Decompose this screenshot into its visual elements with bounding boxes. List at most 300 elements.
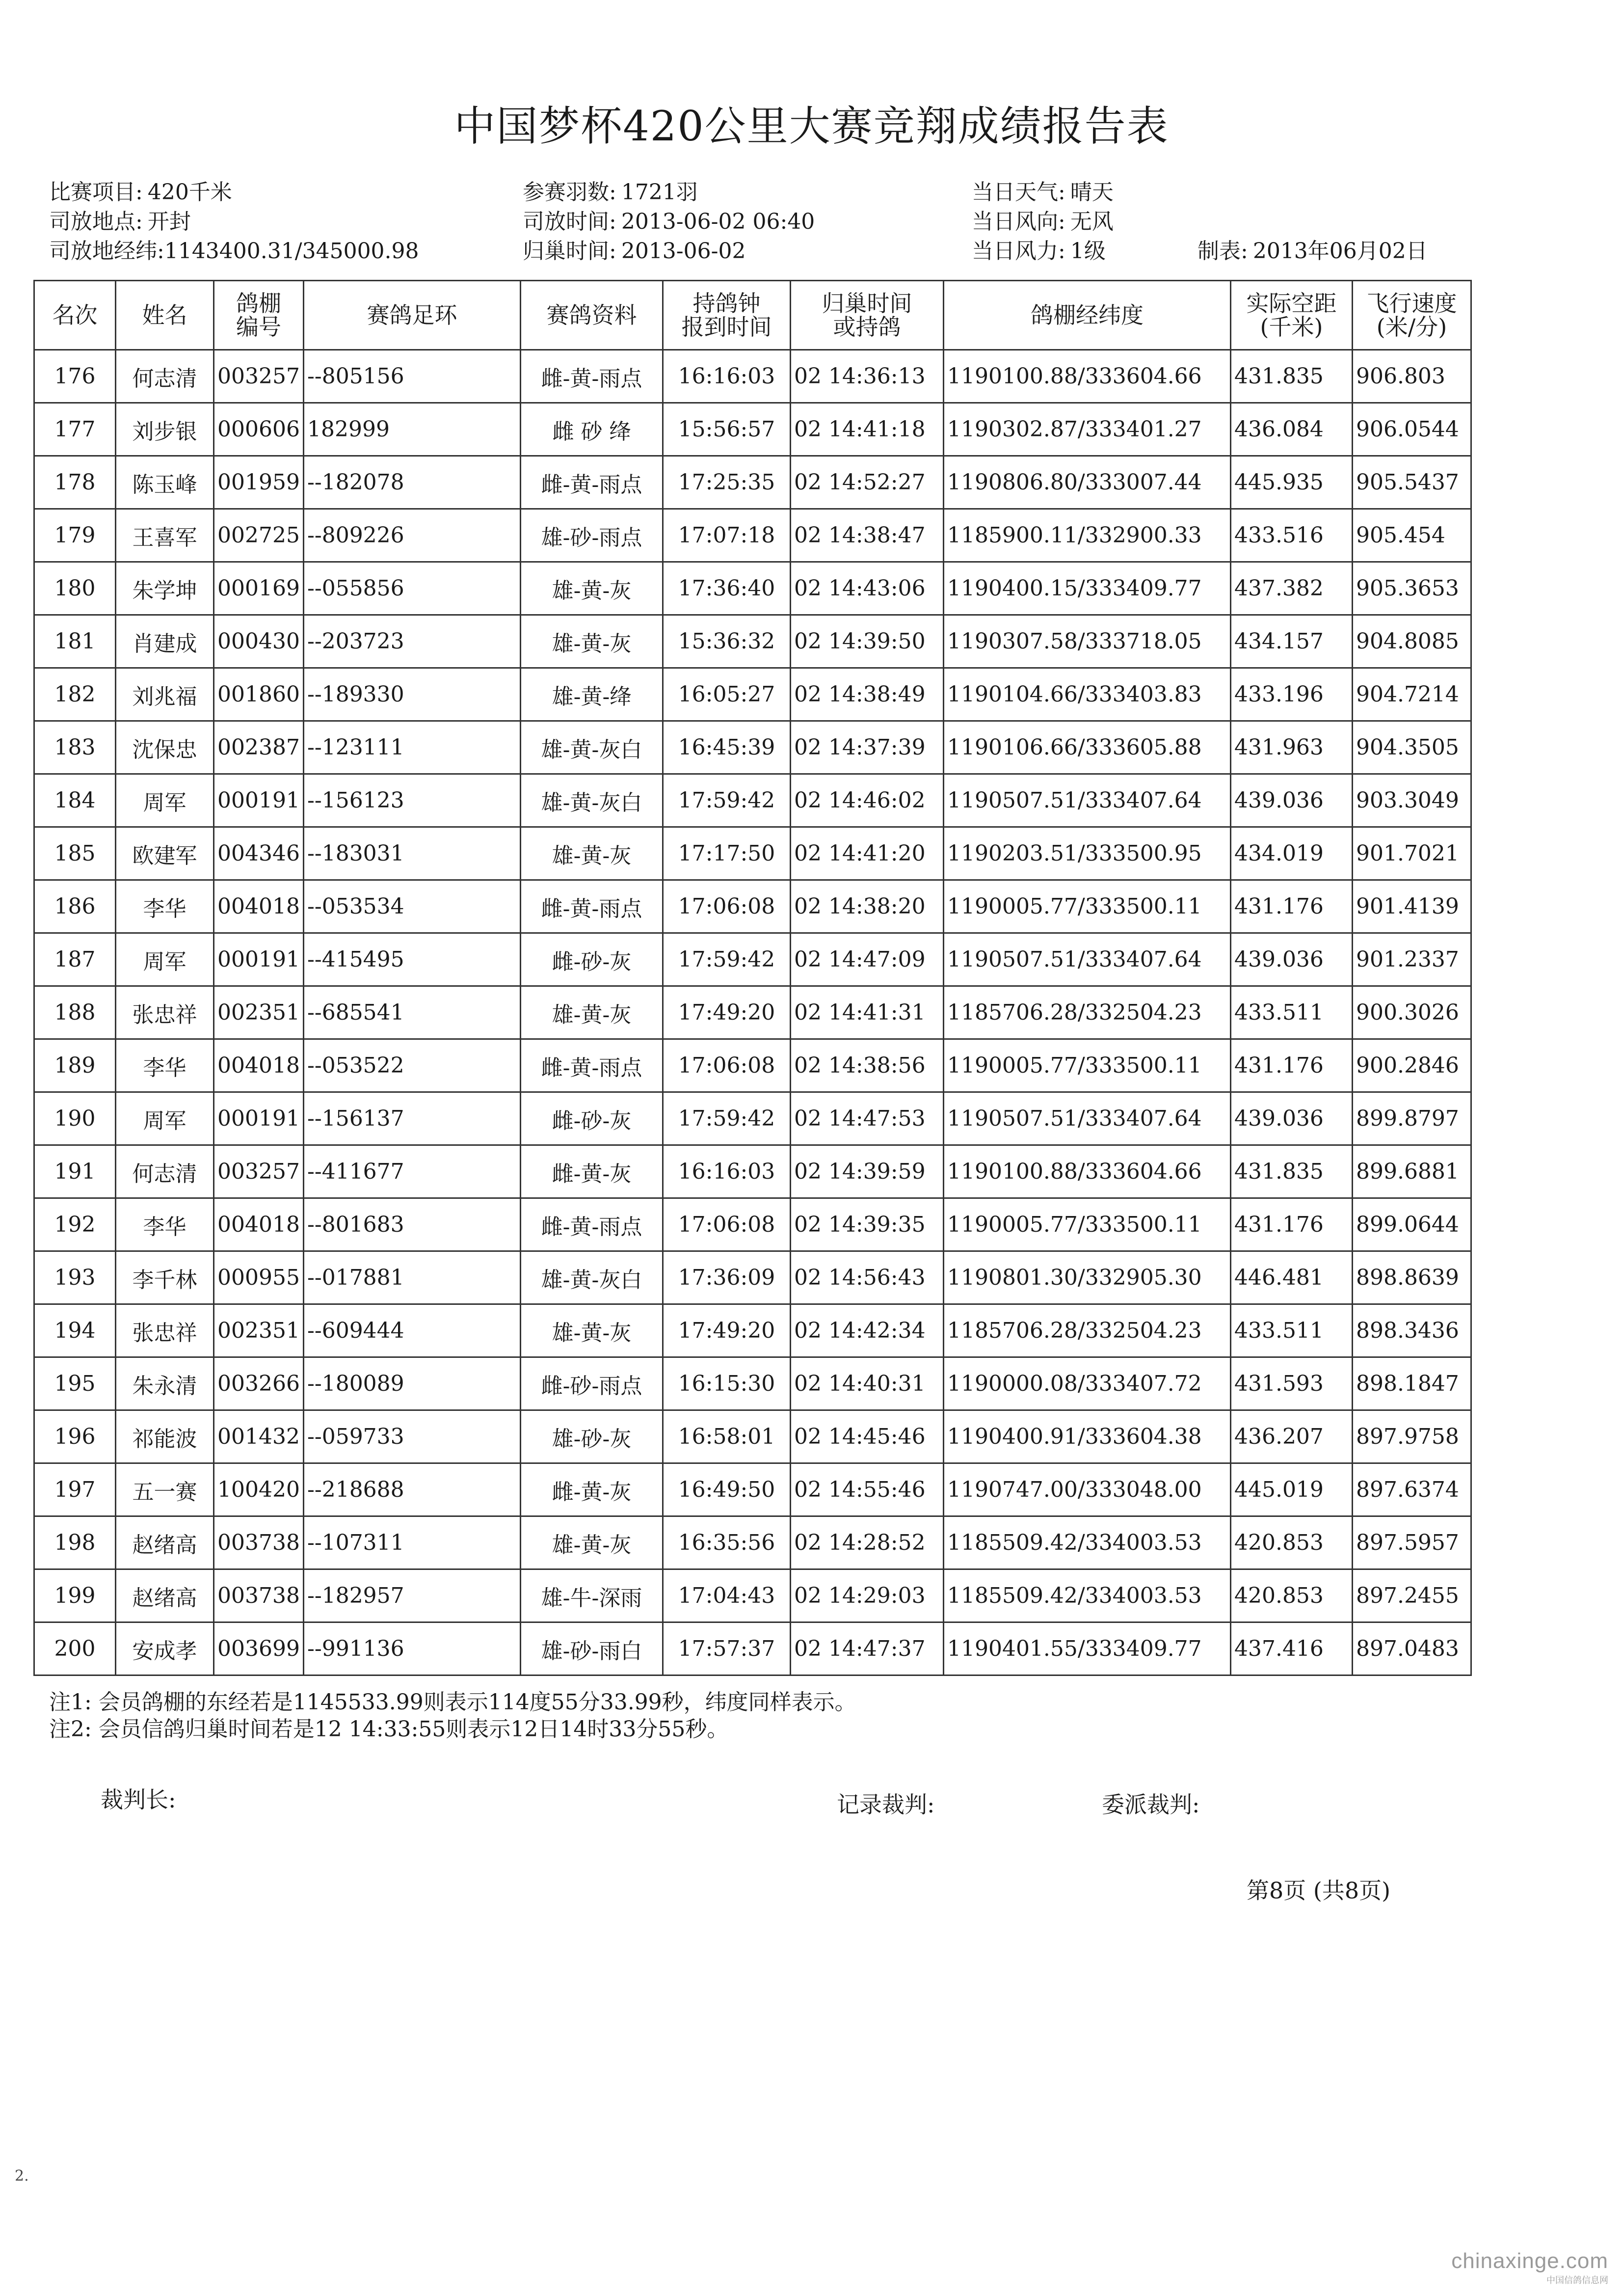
cell-loft-id: 002351 [214, 986, 304, 1039]
cell-coords: 1190302.87/333401.27 [943, 403, 1230, 456]
cell-name: 祁能波 [116, 1410, 214, 1463]
header-return-time: 归巢时间 或持鸽 [790, 281, 943, 350]
cell-loft-id: 000430 [214, 615, 304, 668]
cell-clock-time: 16:35:56 [663, 1516, 790, 1569]
cell-name: 张忠祥 [116, 986, 214, 1039]
header-coords: 鸽棚经纬度 [943, 281, 1230, 350]
cell-return-time: 02 14:41:20 [790, 827, 943, 880]
header-clock-time: 持鸽钟 报到时间 [663, 281, 790, 350]
table-row [34, 1516, 1471, 1569]
wind-direction-value: 无风 [1070, 209, 1114, 234]
cell-pigeon-info: 雄-砂-雨白 [520, 1622, 663, 1675]
cell-loft-id: 000606 [214, 403, 304, 456]
cell-ring: --107311 [303, 1516, 520, 1569]
cell-rank: 187 [34, 933, 116, 986]
cell-coords: 1190000.08/333407.72 [943, 1357, 1230, 1410]
cell-speed: 901.4139 [1352, 880, 1471, 933]
cell-speed: 904.7214 [1352, 668, 1471, 721]
cell-loft-id: 000955 [214, 1251, 304, 1304]
cell-name: 王喜军 [116, 509, 214, 562]
wind-force-info [972, 241, 1106, 262]
cell-name: 何志清 [116, 1145, 214, 1198]
cell-clock-time: 15:36:32 [663, 615, 790, 668]
header-distance: 实际空距 (千米) [1230, 281, 1352, 350]
cell-loft-id: 001860 [214, 668, 304, 721]
cell-loft-id: 001432 [214, 1410, 304, 1463]
results-body [34, 350, 1471, 1675]
cell-pigeon-info: 雄-黄-灰 [520, 1516, 663, 1569]
header-loft-id: 鸽棚 编号 [214, 281, 304, 350]
cell-loft-id: 004346 [214, 827, 304, 880]
cell-name: 周军 [116, 774, 214, 827]
weather-label: 当日天气: [972, 180, 1065, 205]
cell-speed: 905.454 [1352, 509, 1471, 562]
cell-name: 刘步银 [116, 403, 214, 456]
cell-name: 何志清 [116, 350, 214, 403]
cell-speed: 903.3049 [1352, 774, 1471, 827]
cell-return-time: 02 14:47:37 [790, 1622, 943, 1675]
cell-clock-time: 17:59:42 [663, 933, 790, 986]
cell-coords: 1185900.11/332900.33 [943, 509, 1230, 562]
cell-ring: --156137 [303, 1092, 520, 1145]
weather-value: 晴天 [1070, 180, 1114, 205]
cell-ring: --991136 [303, 1622, 520, 1675]
cell-rank: 194 [34, 1304, 116, 1357]
cell-distance: 431.176 [1230, 1039, 1352, 1092]
cell-pigeon-info: 雄-黄-灰 [520, 827, 663, 880]
cell-loft-id: 000191 [214, 933, 304, 986]
cell-return-time: 02 14:39:59 [790, 1145, 943, 1198]
cell-coords: 1190401.55/333409.77 [943, 1622, 1230, 1675]
note-2: 注2: 会员信鸽归巢时间若是12 14:33:55则表示12日14时33分55秒。 [49, 1717, 729, 1742]
cell-rank: 199 [34, 1569, 116, 1622]
cell-clock-time: 17:36:09 [663, 1251, 790, 1304]
cell-clock-time: 17:25:35 [663, 456, 790, 509]
cell-ring: --156123 [303, 774, 520, 827]
cell-speed: 897.9758 [1352, 1410, 1471, 1463]
cell-clock-time: 17:06:08 [663, 1198, 790, 1251]
cell-coords: 1190100.88/333604.66 [943, 350, 1230, 403]
header-rank: 名次 [34, 281, 116, 350]
count-value: 1721羽 [621, 180, 698, 205]
cell-pigeon-info: 雌-黄-雨点 [520, 350, 663, 403]
cell-return-time: 02 14:36:13 [790, 350, 943, 403]
cell-name: 周军 [116, 933, 214, 986]
cell-distance: 431.593 [1230, 1357, 1352, 1410]
cell-name: 朱学坤 [116, 562, 214, 615]
cell-speed: 897.2455 [1352, 1569, 1471, 1622]
cell-distance: 436.207 [1230, 1410, 1352, 1463]
cell-ring: --809226 [303, 509, 520, 562]
cell-rank: 183 [34, 721, 116, 774]
cell-loft-id: 003266 [214, 1357, 304, 1410]
cell-name: 肖建成 [116, 615, 214, 668]
cell-return-time: 02 14:39:35 [790, 1198, 943, 1251]
cell-clock-time: 16:58:01 [663, 1410, 790, 1463]
cell-name: 李华 [116, 1039, 214, 1092]
cell-coords: 1190747.00/333048.00 [943, 1463, 1230, 1516]
cell-pigeon-info: 雌-砂-雨点 [520, 1357, 663, 1410]
cell-pigeon-info: 雌-黄-灰 [520, 1463, 663, 1516]
wind-force-label: 当日风力: [972, 239, 1065, 264]
cell-rank: 184 [34, 774, 116, 827]
cell-pigeon-info: 雄-黄-绛 [520, 668, 663, 721]
table-row [34, 1463, 1471, 1516]
cell-rank: 176 [34, 350, 116, 403]
release-coords-label: 司放地经纬: [49, 239, 164, 264]
cell-pigeon-info: 雌-黄-灰 [520, 1145, 663, 1198]
cell-return-time: 02 14:29:03 [790, 1569, 943, 1622]
cell-pigeon-info: 雄-黄-灰白 [520, 774, 663, 827]
cell-return-time: 02 14:55:46 [790, 1463, 943, 1516]
cell-speed: 905.5437 [1352, 456, 1471, 509]
table-row [34, 350, 1471, 403]
cell-coords: 1190307.58/333718.05 [943, 615, 1230, 668]
cell-distance: 433.196 [1230, 668, 1352, 721]
cell-clock-time: 16:16:03 [663, 1145, 790, 1198]
cell-pigeon-info: 雌 砂 绛 [520, 403, 663, 456]
cell-speed: 904.3505 [1352, 721, 1471, 774]
cell-loft-id: 000191 [214, 774, 304, 827]
header-speed: 飞行速度 (米/分) [1352, 281, 1471, 350]
cell-pigeon-info: 雌-黄-雨点 [520, 880, 663, 933]
cell-coords: 1190005.77/333500.11 [943, 880, 1230, 933]
cell-clock-time: 17:59:42 [663, 1092, 790, 1145]
cell-return-time: 02 14:38:56 [790, 1039, 943, 1092]
cell-loft-id: 003738 [214, 1569, 304, 1622]
cell-distance: 436.084 [1230, 403, 1352, 456]
cell-coords: 1190507.51/333407.64 [943, 774, 1230, 827]
cell-coords: 1190106.66/333605.88 [943, 721, 1230, 774]
cell-pigeon-info: 雌-黄-雨点 [520, 1039, 663, 1092]
results-table [33, 280, 1472, 1676]
cell-speed: 899.6881 [1352, 1145, 1471, 1198]
cell-clock-time: 16:15:30 [663, 1357, 790, 1410]
cell-return-time: 02 14:37:39 [790, 721, 943, 774]
table-header-row [34, 281, 1471, 350]
cell-rank: 191 [34, 1145, 116, 1198]
cell-coords: 1190104.66/333403.83 [943, 668, 1230, 721]
cell-distance: 439.036 [1230, 774, 1352, 827]
cell-clock-time: 16:49:50 [663, 1463, 790, 1516]
cell-pigeon-info: 雌-黄-雨点 [520, 1198, 663, 1251]
cell-coords: 1190806.80/333007.44 [943, 456, 1230, 509]
cell-return-time: 02 14:52:27 [790, 456, 943, 509]
cell-clock-time: 17:59:42 [663, 774, 790, 827]
cell-return-time: 02 14:45:46 [790, 1410, 943, 1463]
cell-speed: 901.7021 [1352, 827, 1471, 880]
notes [49, 1689, 856, 1743]
cell-rank: 185 [34, 827, 116, 880]
cell-speed: 898.8639 [1352, 1251, 1471, 1304]
cell-coords: 1190400.15/333409.77 [943, 562, 1230, 615]
cell-ring: --059733 [303, 1410, 520, 1463]
return-value: 2013-06-02 [621, 239, 746, 264]
table-row [34, 1569, 1471, 1622]
cell-speed: 900.3026 [1352, 986, 1471, 1039]
cell-coords: 1190005.77/333500.11 [943, 1039, 1230, 1092]
cell-loft-id: 000169 [214, 562, 304, 615]
cell-clock-time: 16:45:39 [663, 721, 790, 774]
cell-return-time: 02 14:56:43 [790, 1251, 943, 1304]
cell-name: 李千林 [116, 1251, 214, 1304]
cell-name: 朱永清 [116, 1357, 214, 1410]
page-number: 第8页 (共8页) [1247, 1877, 1391, 1904]
return-info [523, 241, 746, 262]
corner-mark: 2. [15, 2167, 29, 2185]
cell-pigeon-info: 雄-黄-灰白 [520, 1251, 663, 1304]
cell-coords: 1185509.42/334003.53 [943, 1569, 1230, 1622]
cell-name: 安成孝 [116, 1622, 214, 1675]
cell-return-time: 02 14:47:53 [790, 1092, 943, 1145]
cell-distance: 437.382 [1230, 562, 1352, 615]
cell-ring: --411677 [303, 1145, 520, 1198]
cell-rank: 179 [34, 509, 116, 562]
cell-distance: 445.935 [1230, 456, 1352, 509]
cell-rank: 193 [34, 1251, 116, 1304]
cell-ring: --055856 [303, 562, 520, 615]
table-row [34, 880, 1471, 933]
wind-force-value: 1级 [1070, 239, 1106, 264]
cell-ring: --180089 [303, 1357, 520, 1410]
cell-pigeon-info: 雌-黄-雨点 [520, 456, 663, 509]
delegate-judge-label: 委派裁判: [1102, 1791, 1200, 1818]
cell-ring: --182078 [303, 456, 520, 509]
release-place-value: 开封 [147, 209, 191, 234]
cell-distance: 431.963 [1230, 721, 1352, 774]
cell-return-time: 02 14:39:50 [790, 615, 943, 668]
cell-rank: 192 [34, 1198, 116, 1251]
cell-distance: 439.036 [1230, 933, 1352, 986]
cell-loft-id: 100420 [214, 1463, 304, 1516]
cell-return-time: 02 14:28:52 [790, 1516, 943, 1569]
cell-clock-time: 17:04:43 [663, 1569, 790, 1622]
cell-pigeon-info: 雄-黄-灰白 [520, 721, 663, 774]
cell-loft-id: 000191 [214, 1092, 304, 1145]
table-row [34, 403, 1471, 456]
cell-speed: 899.0644 [1352, 1198, 1471, 1251]
cell-name: 刘兆福 [116, 668, 214, 721]
table-row [34, 1145, 1471, 1198]
made-value: 2013年06月02日 [1252, 239, 1428, 264]
cell-rank: 188 [34, 986, 116, 1039]
release-coords-info [49, 241, 419, 262]
note-1: 注1: 会员鸽棚的东经若是1145533.99则表示114度55分33.99秒，纬度同样表示。 [49, 1690, 856, 1715]
cell-return-time: 02 14:46:02 [790, 774, 943, 827]
chief-judge-label: 裁判长: [101, 1786, 176, 1813]
cell-coords: 1185706.28/332504.23 [943, 986, 1230, 1039]
cell-loft-id: 003257 [214, 350, 304, 403]
cell-return-time: 02 14:38:20 [790, 880, 943, 933]
cell-return-time: 02 14:43:06 [790, 562, 943, 615]
cell-name: 陈玉峰 [116, 456, 214, 509]
cell-speed: 897.0483 [1352, 1622, 1471, 1675]
count-label: 参赛羽数: [523, 180, 616, 205]
table-row [34, 933, 1471, 986]
cell-ring: --203723 [303, 615, 520, 668]
cell-clock-time: 17:49:20 [663, 986, 790, 1039]
cell-clock-time: 16:16:03 [663, 350, 790, 403]
report-title: 中国梦杯420公里大赛竞翔成绩报告表 [454, 102, 1169, 150]
cell-ring: --053522 [303, 1039, 520, 1092]
cell-pigeon-info: 雄-牛-深雨 [520, 1569, 663, 1622]
event-info [49, 182, 232, 203]
cell-rank: 177 [34, 403, 116, 456]
cell-rank: 186 [34, 880, 116, 933]
watermark-line-1: chinaxinge.com [1451, 2249, 1608, 2273]
table-row [34, 1410, 1471, 1463]
cell-coords: 1190507.51/333407.64 [943, 1092, 1230, 1145]
cell-name: 欧建军 [116, 827, 214, 880]
cell-distance: 445.019 [1230, 1463, 1352, 1516]
release-time-info [523, 211, 815, 233]
table-row [34, 721, 1471, 774]
cell-clock-time: 17:17:50 [663, 827, 790, 880]
site-watermark [1451, 2249, 1608, 2286]
weather-info [972, 182, 1114, 203]
cell-name: 赵绪高 [116, 1516, 214, 1569]
cell-clock-time: 17:07:18 [663, 509, 790, 562]
cell-name: 赵绪高 [116, 1569, 214, 1622]
cell-clock-time: 15:56:57 [663, 403, 790, 456]
cell-pigeon-info: 雄-黄-灰 [520, 986, 663, 1039]
table-row [34, 1251, 1471, 1304]
cell-loft-id: 001959 [214, 456, 304, 509]
wind-direction-label: 当日风向: [972, 209, 1065, 234]
table-row [34, 1092, 1471, 1145]
cell-pigeon-info: 雄-黄-灰 [520, 562, 663, 615]
cell-clock-time: 17:57:37 [663, 1622, 790, 1675]
cell-ring: --415495 [303, 933, 520, 986]
table-row [34, 456, 1471, 509]
table-row [34, 1304, 1471, 1357]
cell-rank: 197 [34, 1463, 116, 1516]
cell-ring: --123111 [303, 721, 520, 774]
cell-ring: --182957 [303, 1569, 520, 1622]
cell-name: 李华 [116, 1198, 214, 1251]
cell-distance: 439.036 [1230, 1092, 1352, 1145]
cell-rank: 190 [34, 1092, 116, 1145]
cell-speed: 901.2337 [1352, 933, 1471, 986]
cell-loft-id: 002351 [214, 1304, 304, 1357]
cell-ring: --801683 [303, 1198, 520, 1251]
wind-direction-info [972, 211, 1114, 233]
cell-ring: --805156 [303, 350, 520, 403]
cell-clock-time: 17:06:08 [663, 1039, 790, 1092]
recorder-judge-label: 记录裁判: [837, 1791, 935, 1818]
cell-speed: 906.803 [1352, 350, 1471, 403]
cell-speed: 897.5957 [1352, 1516, 1471, 1569]
cell-return-time: 02 14:41:31 [790, 986, 943, 1039]
made-info [1197, 241, 1428, 262]
cell-distance: 431.176 [1230, 880, 1352, 933]
cell-rank: 200 [34, 1622, 116, 1675]
cell-loft-id: 003738 [214, 1516, 304, 1569]
cell-speed: 900.2846 [1352, 1039, 1471, 1092]
cell-distance: 433.516 [1230, 509, 1352, 562]
cell-coords: 1190400.91/333604.38 [943, 1410, 1230, 1463]
cell-clock-time: 17:36:40 [663, 562, 790, 615]
cell-coords: 1190005.77/333500.11 [943, 1198, 1230, 1251]
cell-distance: 446.481 [1230, 1251, 1352, 1304]
cell-speed: 899.8797 [1352, 1092, 1471, 1145]
cell-speed: 905.3653 [1352, 562, 1471, 615]
cell-loft-id: 003257 [214, 1145, 304, 1198]
cell-speed: 897.6374 [1352, 1463, 1471, 1516]
cell-pigeon-info: 雌-砂-灰 [520, 1092, 663, 1145]
event-label: 比赛项目: [49, 180, 143, 205]
cell-distance: 434.019 [1230, 827, 1352, 880]
cell-coords: 1190801.30/332905.30 [943, 1251, 1230, 1304]
cell-loft-id: 003699 [214, 1622, 304, 1675]
table-row [34, 1039, 1471, 1092]
cell-ring: --218688 [303, 1463, 520, 1516]
cell-coords: 1190100.88/333604.66 [943, 1145, 1230, 1198]
cell-return-time: 02 14:38:47 [790, 509, 943, 562]
cell-rank: 189 [34, 1039, 116, 1092]
table-row [34, 668, 1471, 721]
cell-distance: 431.835 [1230, 1145, 1352, 1198]
header-pigeon-info: 赛鸽资料 [520, 281, 663, 350]
release-coords-value: 1143400.31/345000.98 [164, 239, 419, 264]
cell-rank: 181 [34, 615, 116, 668]
cell-ring: --183031 [303, 827, 520, 880]
cell-ring: --189330 [303, 668, 520, 721]
cell-return-time: 02 14:38:49 [790, 668, 943, 721]
cell-distance: 431.176 [1230, 1198, 1352, 1251]
cell-return-time: 02 14:42:34 [790, 1304, 943, 1357]
table-row [34, 615, 1471, 668]
cell-coords: 1185706.28/332504.23 [943, 1304, 1230, 1357]
cell-loft-id: 002387 [214, 721, 304, 774]
cell-clock-time: 17:49:20 [663, 1304, 790, 1357]
cell-distance: 437.416 [1230, 1622, 1352, 1675]
cell-distance: 433.511 [1230, 986, 1352, 1039]
cell-pigeon-info: 雄-砂-雨点 [520, 509, 663, 562]
cell-name: 李华 [116, 880, 214, 933]
watermark-line-2: 中国信鸽信息网 [1546, 2275, 1608, 2285]
table-row [34, 1198, 1471, 1251]
cell-pigeon-info: 雄-砂-灰 [520, 1410, 663, 1463]
return-label: 归巢时间: [523, 239, 616, 264]
release-place-info [49, 211, 191, 233]
cell-return-time: 02 14:40:31 [790, 1357, 943, 1410]
cell-distance: 431.835 [1230, 350, 1352, 403]
cell-name: 沈保忠 [116, 721, 214, 774]
cell-name: 张忠祥 [116, 1304, 214, 1357]
count-info [523, 182, 698, 203]
table-row [34, 774, 1471, 827]
cell-pigeon-info: 雄-黄-灰 [520, 1304, 663, 1357]
cell-speed: 898.1847 [1352, 1357, 1471, 1410]
cell-coords: 1190203.51/333500.95 [943, 827, 1230, 880]
cell-name: 周军 [116, 1092, 214, 1145]
cell-ring: --609444 [303, 1304, 520, 1357]
cell-speed: 904.8085 [1352, 615, 1471, 668]
table-row [34, 509, 1471, 562]
cell-speed: 906.0544 [1352, 403, 1471, 456]
cell-distance: 420.853 [1230, 1569, 1352, 1622]
cell-rank: 195 [34, 1357, 116, 1410]
made-label: 制表: [1197, 239, 1248, 264]
cell-distance: 420.853 [1230, 1516, 1352, 1569]
release-place-label: 司放地点: [49, 209, 143, 234]
header-name: 姓名 [116, 281, 214, 350]
cell-speed: 898.3436 [1352, 1304, 1471, 1357]
table-row [34, 827, 1471, 880]
release-time-label: 司放时间: [523, 209, 616, 234]
release-time-value: 2013-06-02 06:40 [621, 209, 815, 234]
